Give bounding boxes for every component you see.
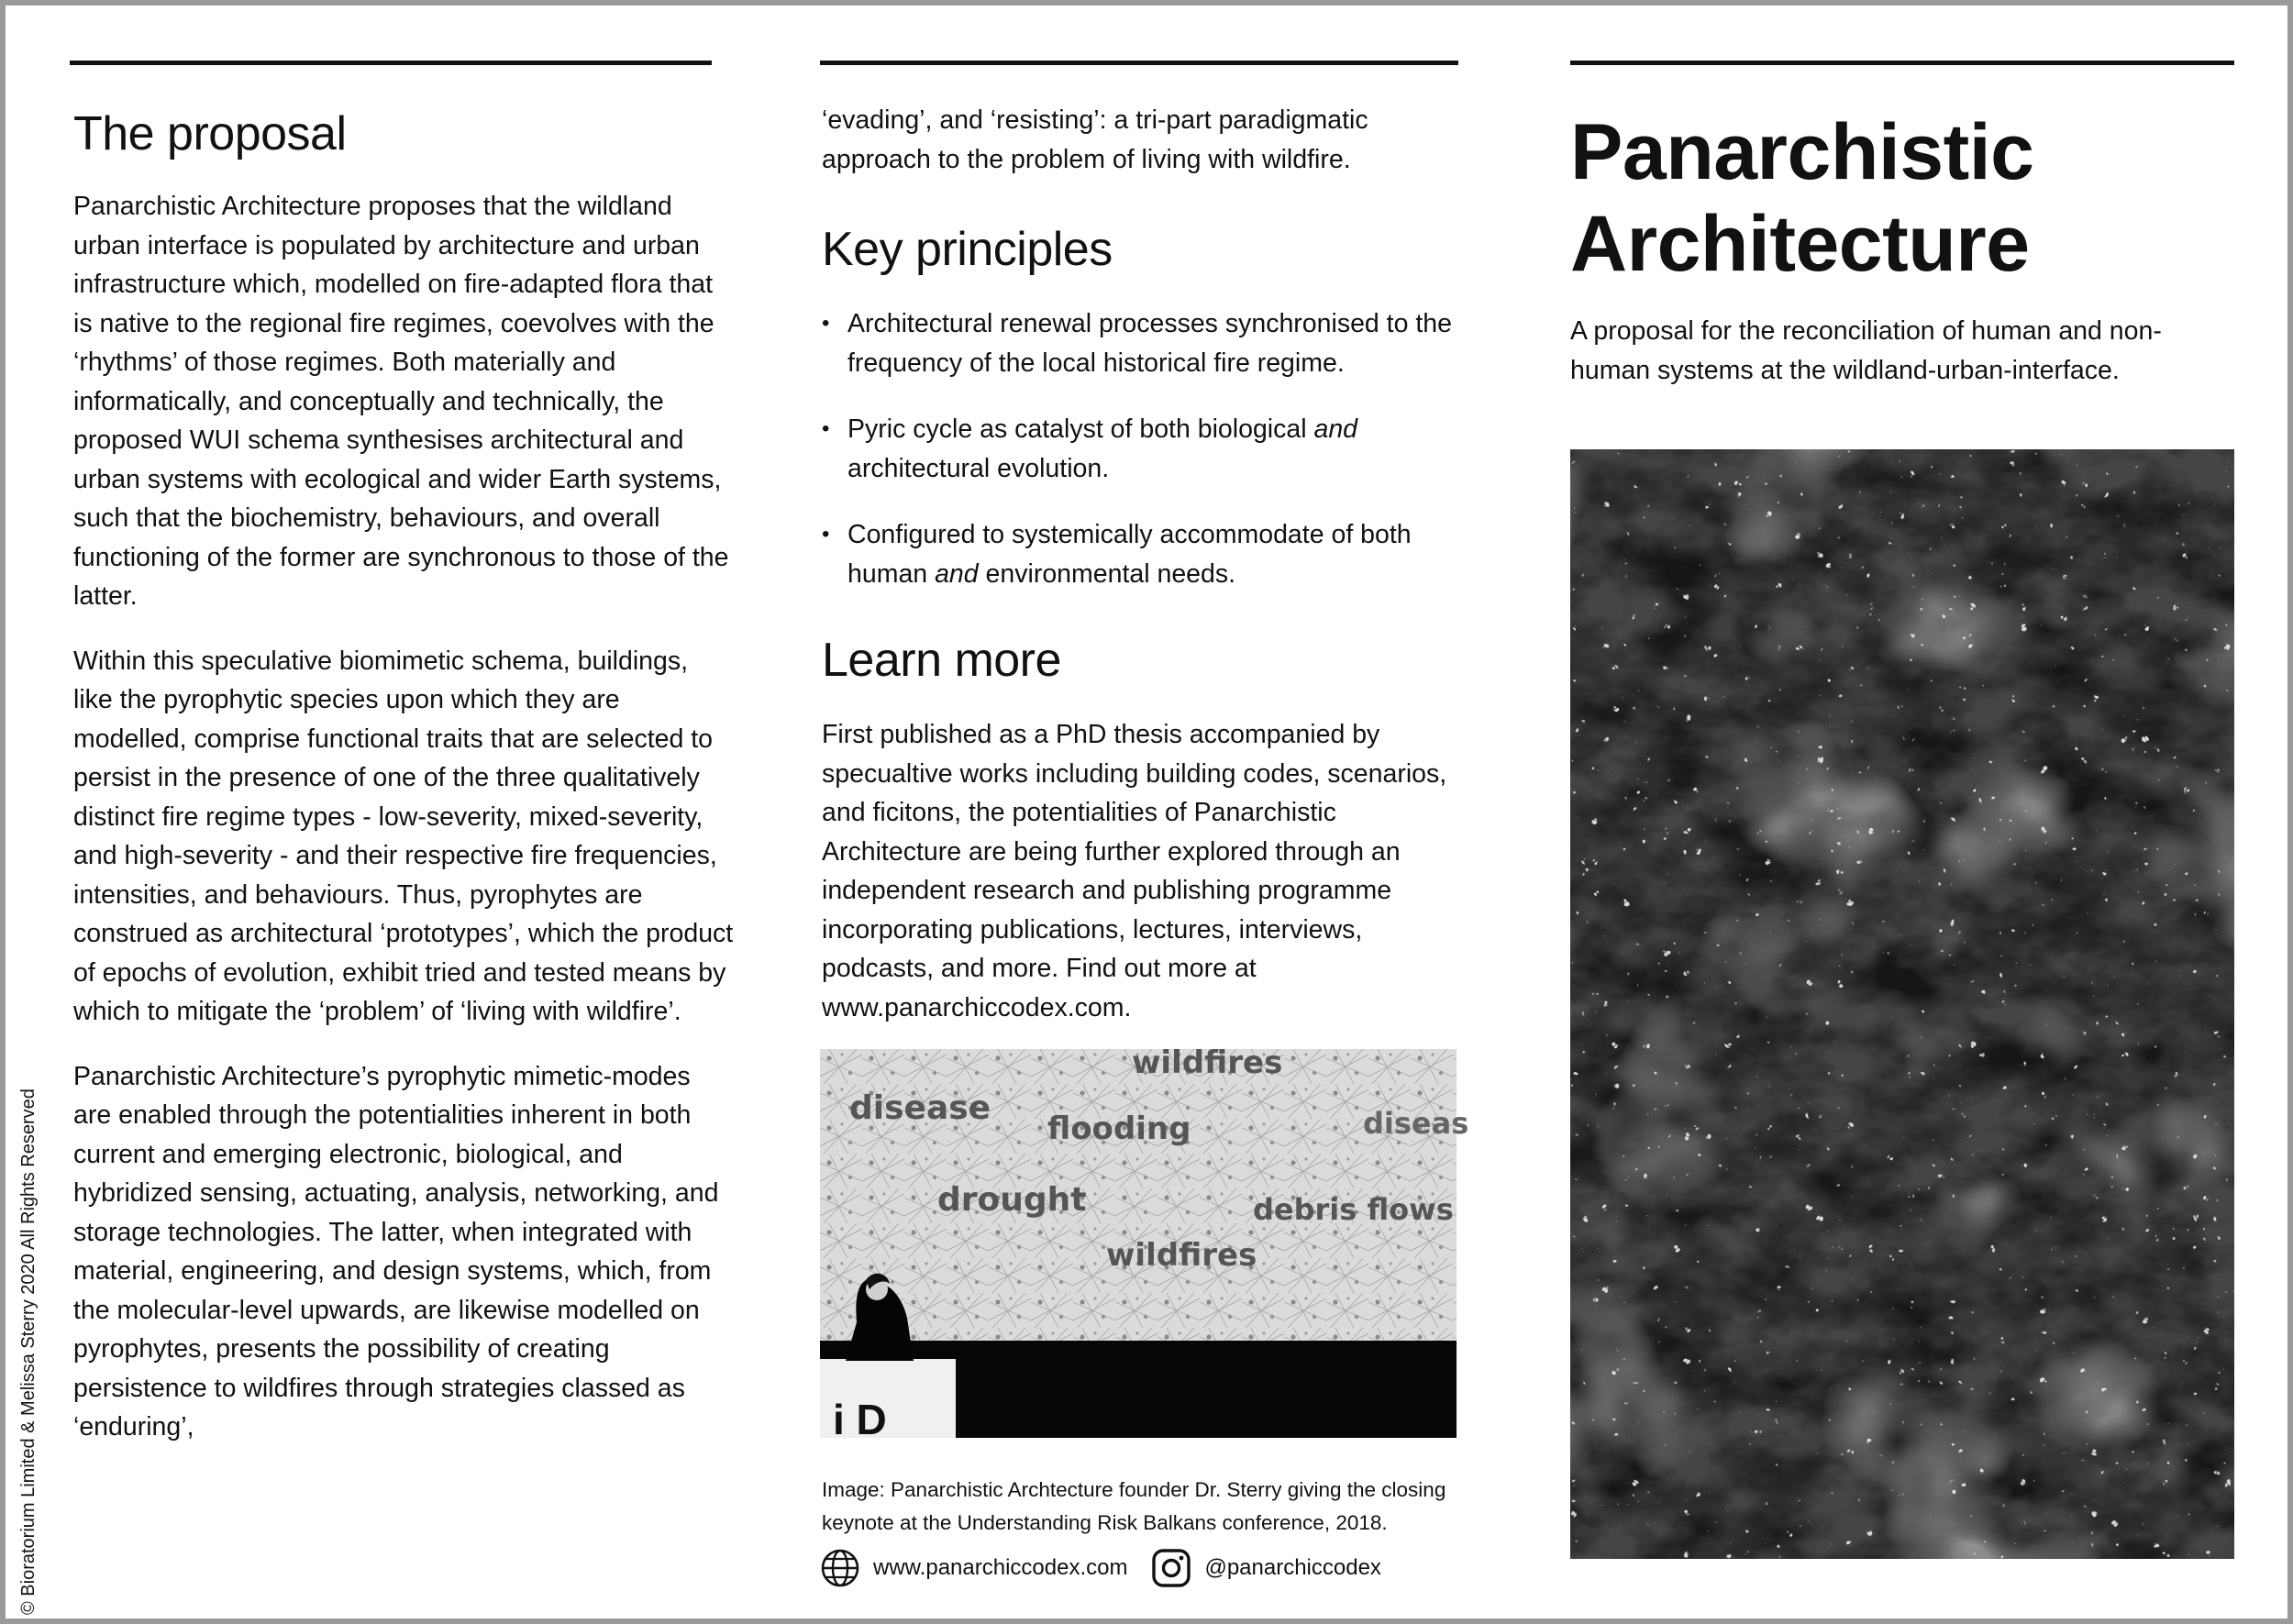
column-rule (70, 61, 712, 65)
proposal-paragraph: Panarchistic Architecture’s pyrophytic mimetic-modes are enabled through the potentialities inherent in both current and emerging electronic, biological, and hybridized sensing, actuating, analysis, networking, and storage technologies. The latter, when integrated with material, engineering, and design systems, which, from the molecular-level upwards, are likewise modelled on pyrophytes, presents the possibility of creating persistence to wildfires through strategies classed as ‘enduring’, (73, 1061, 719, 1442)
photo-caption: Image: Panarchistic Archtecture founder Dr. Sterry giving the closing keynote at the Understanding Risk Balkans conference, 2018. (822, 1477, 1446, 1534)
brochure-title (1570, 106, 2033, 290)
column-rule (820, 61, 1458, 65)
photo-word: flooding (1047, 1110, 1191, 1147)
instagram-icon (1151, 1548, 1191, 1588)
svg-text:i D: i D (833, 1396, 887, 1443)
conference-photo (820, 1044, 1469, 1443)
brochure-page (6, 6, 2287, 1618)
charred-bark-graphic (1570, 449, 2234, 1559)
photo-word: wildfires (1132, 1044, 1283, 1081)
website-link[interactable]: www.panarchiccodex.com (873, 1555, 1128, 1580)
principle-item: • Architectural renewal processes synchronised to the frequency of the local historical fire regime. (822, 304, 1464, 382)
proposal-body (73, 187, 734, 1447)
social-links (820, 1548, 1381, 1588)
learn-more-heading: Learn more (822, 634, 1061, 687)
photo-word: wildfires (1106, 1237, 1257, 1274)
charred-bark-photo (1570, 449, 2234, 1559)
proposal-heading: The proposal (73, 107, 347, 160)
title-line: Panarchistic (1570, 108, 2034, 196)
globe-icon (820, 1548, 860, 1588)
principles-list (822, 304, 1464, 621)
photo-word: debris flows (1253, 1192, 1454, 1227)
title-line: Architecture (1570, 200, 2030, 288)
proposal-paragraph: Within this speculative biomimetic schema, buildings, like the pyrophytic species upon which they are modelled, comprise functional traits that are selected to persist in the presence of one of the three qualitatively distinct fire regime types - low-severity, mixed-severity, and high-severity - and their respective fire frequencies, intensities, and behaviours. Thus, pyrophytes are construed as architectural ‘prototypes’, which the product of epochs of evolution, exhibit tried and tested means by which to mitigate the ‘problem’ of ‘living with wildfire’. (73, 646, 734, 1026)
copyright-notice: © Bioratorium Limited & Melissa Sterry 2020 All Rights Reserved (18, 1088, 39, 1615)
proposal-paragraph: Panarchistic Architecture proposes that the wildland urban interface is populated by architecture and urban infrastructure which, modelled on fire-adapted flora that is native to the regional fire regimes, coevolves with the ‘rhythms’ of those regimes. Both materially and informatically, and conceptually and technically, the proposed WUI schema synthesises architectural and urban systems with ecological and wider Earth systems, such that the biochemistry, behaviours, and overall functioning of the former are synchronous to those of the latter. (73, 192, 729, 611)
proposal-continuation: ‘evading’, and ‘resisting’: a tri-part paradigmatic approach to the problem of living with wildfire. (822, 105, 1368, 174)
photo-word: disease (849, 1089, 991, 1127)
brochure-subtitle: A proposal for the reconciliation of human and non-human systems at the wildland-urban-interface. (1570, 316, 2162, 385)
photo-word: drought (937, 1181, 1087, 1219)
learn-more-text: First published as a PhD thesis accompanied by specualtive works including building codes, scenarios, and ficitons, the potentialities of Panarchistic Architecture are being further explored through an independent research and publishing programme incorporating publications, lectures, interviews, podcasts, and more. Find out more at www.panarchiccodex.com. (822, 720, 1447, 1022)
principle-item: • Pyric cycle as catalyst of both biological and architectural evolution. (822, 410, 1464, 488)
instagram-handle[interactable]: @panarchiccodex (1204, 1555, 1381, 1580)
conference-photo-graphic (820, 1044, 1469, 1443)
photo-word: diseas (1363, 1106, 1469, 1141)
principle-item: • Configured to systemically accommodate of both human and environmental needs. (822, 515, 1464, 593)
key-principles-heading: Key principles (822, 223, 1113, 276)
column-rule (1570, 61, 2234, 65)
